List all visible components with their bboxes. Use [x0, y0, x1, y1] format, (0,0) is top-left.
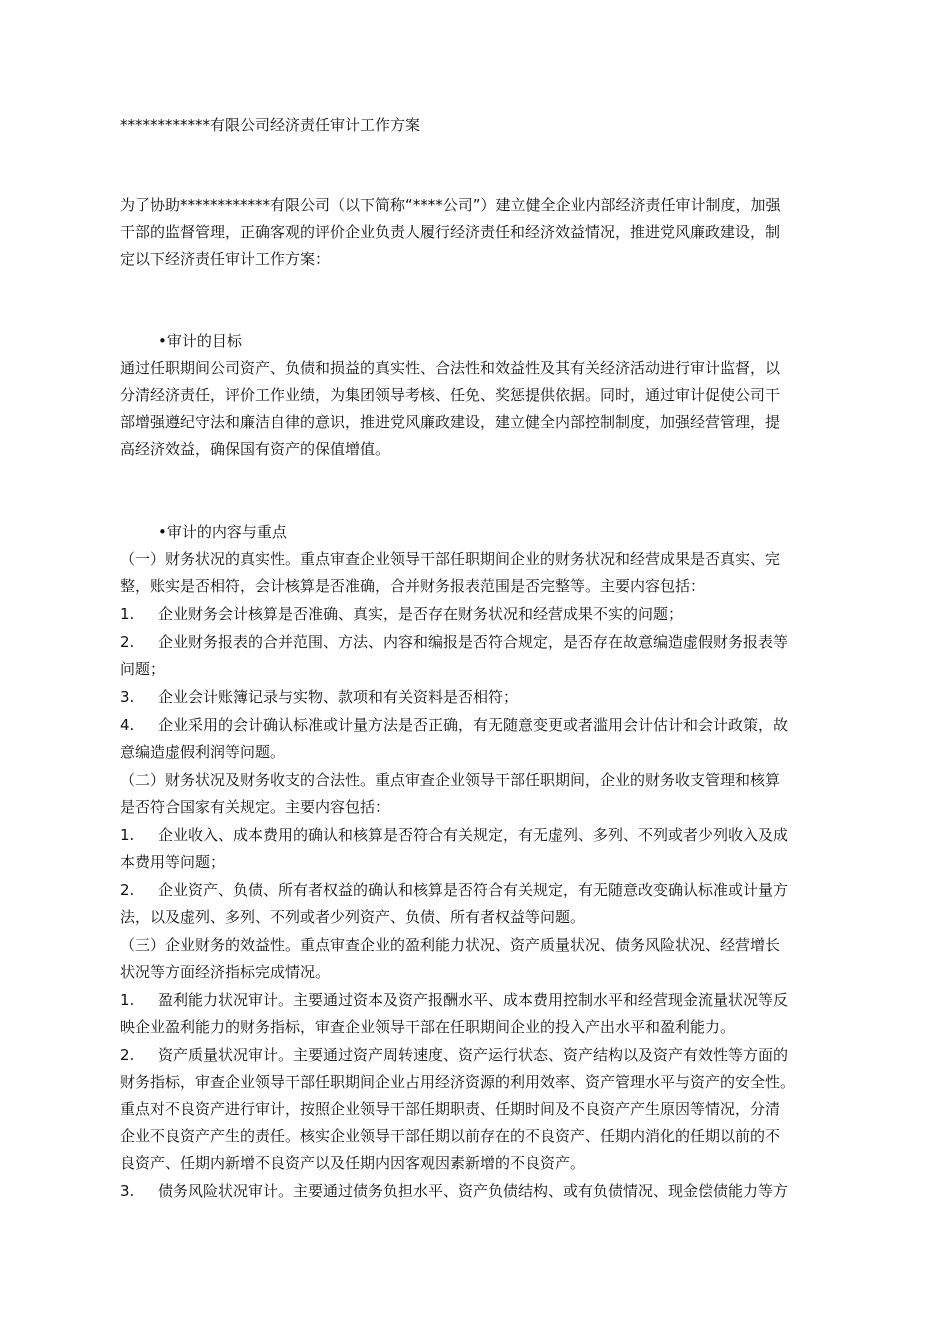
list-number: 4. [120, 716, 135, 734]
list-item [120, 990, 134, 1010]
list-item-text: 财务指标，审查企业领导干部任职期间企业占用经济资源的利用效率、资产管理水平与资产的安全性。 [120, 1073, 796, 1091]
list-item-text: 资产质量状况审计。主要通过资产周转速度、资产运行状态、资产结构以及资产有效性等方面的 [158, 1046, 789, 1064]
list-item [120, 825, 134, 845]
list-number: 1. [120, 605, 135, 623]
list-item [120, 687, 134, 707]
paragraph-line: （一）财务状况的真实性。重点审查企业领导干部任职期间企业的财务状况和经营成果是否真实、完 [120, 550, 781, 568]
paragraph-line: 是否符合国家有关规定。主要内容包括： [120, 798, 391, 816]
list-item-text: 盈利能力状况审计。主要通过资本及资产报酬水平、成本费用控制水平和经营现金流量状况等反 [158, 991, 789, 1009]
list-item-text: 问题； [120, 660, 166, 678]
list-item [120, 604, 134, 624]
paragraph-line: 通过任职期间公司资产、负债和损益的真实性、合法性和效益性及其有关经济活动进行审计监督，以 [120, 359, 781, 377]
paragraph-line: 部增强遵纪守法和廉洁自律的意识，推进党风廉政建设，建立健全内部控制制度，加强经营管理，提 [120, 413, 781, 431]
list-item-text: 重点对不良资产进行审计，按照企业领导干部任期职责、任期时间及不良资产产生原因等情况，分清 [120, 1100, 781, 1118]
intro-line: 为了协助************有限公司（以下简称“****公司”）建立健全企业内部经济责任审计制度，加强 [120, 196, 781, 214]
list-item-text: 良资产、任期内新增不良资产以及任期内因客观因素新增的不良资产。 [120, 1154, 586, 1172]
list-item [120, 632, 134, 652]
list-item-text: 法，以及虚列、多列、不列或者少列资产、负债、所有者权益等问题。 [120, 908, 586, 926]
paragraph-line: 分清经济责任，评价工作业绩，为集团领导考核、任免、奖惩提供依据。同时，通过审计促使公司干 [120, 386, 781, 404]
list-item-text: 企业采用的会计确认标准或计量方法是否正确，有无随意变更或者滥用会计估计和会计政策，故 [158, 716, 789, 734]
list-number: 3. [120, 688, 135, 706]
paragraph-line: 高经济效益，确保国有资产的保值增值。 [120, 440, 391, 458]
list-number: 1. [120, 826, 135, 844]
paragraph-line: 整，账实是否相符，会计核算是否准确，合并财务报表范围是否完整等。主要内容包括： [120, 577, 706, 595]
list-item-text: 企业财务会计核算是否准确、真实，是否存在财务状况和经营成果不实的问题； [158, 605, 684, 623]
list-item [120, 1181, 134, 1201]
list-item [120, 880, 134, 900]
list-item-text: 映企业盈利能力的财务指标，审查企业领导干部在任职期间企业的投入产出水平和盈利能力。 [120, 1018, 736, 1036]
document-title: ************有限公司经济责任审计工作方案 [120, 116, 421, 134]
list-item-text: 本费用等问题； [120, 853, 226, 871]
list-item-text: 企业不良资产产生的责任。核实企业领导干部任期以前存在的不良资产、任期内消化的任期以前的不 [120, 1127, 781, 1145]
list-number: 2. [120, 1046, 135, 1064]
list-item [120, 1045, 134, 1065]
list-item-text: 企业财务报表的合并范围、方法、内容和编报是否符合规定，是否存在故意编造虚假财务报表等 [158, 633, 789, 651]
paragraph-line: （二）财务状况及财务收支的合法性。重点审查企业领导干部任职期间，企业的财务收支管理和核算 [120, 771, 781, 789]
list-item-text: 债务风险状况审计。主要通过债务负担水平、资产负债结构、或有负债情况、现金偿债能力等方 [158, 1182, 789, 1200]
list-item-text: 企业资产、负债、所有者权益的确认和核算是否符合有关规定，有无随意改变确认标准或计量方 [158, 881, 789, 899]
list-item-text: 企业会计账簿记录与实物、款项和有关资料是否相符； [158, 688, 519, 706]
list-number: 2. [120, 633, 135, 651]
paragraph-line: 状况等方面经济指标完成情况。 [120, 963, 331, 981]
list-item-text: 企业收入、成本费用的确认和核算是否符合有关规定，有无虚列、多列、不列或者少列收入及成 [158, 826, 789, 844]
list-item-text: 意编造虚假利润等问题。 [120, 743, 286, 761]
list-number: 2. [120, 881, 135, 899]
section-heading-objective: •审计的目标 [158, 332, 242, 350]
intro-line: 干部的监督管理，正确客观的评价企业负责人履行经济责任和经济效益情况，推进党风廉政建设，制 [120, 223, 781, 241]
intro-line: 定以下经济责任审计工作方案： [120, 250, 331, 268]
list-number: 1. [120, 991, 135, 1009]
list-number: 3. [120, 1182, 135, 1200]
paragraph-line: （三）企业财务的效益性。重点审查企业的盈利能力状况、资产质量状况、债务风险状况、经营增长 [120, 936, 781, 954]
list-item [120, 715, 134, 735]
section-heading-content: •审计的内容与重点 [158, 523, 287, 541]
